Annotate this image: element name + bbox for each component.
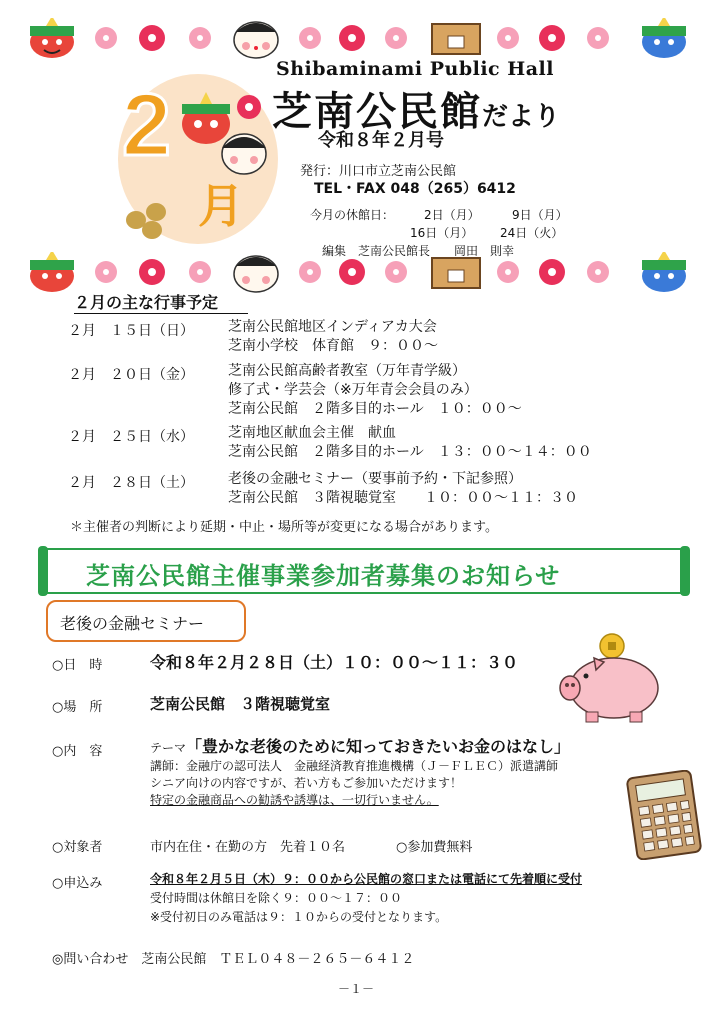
seminar-title-box xyxy=(46,600,246,642)
banner-scroll-right xyxy=(680,546,690,596)
closed-day-3: 16日（月） xyxy=(410,226,474,240)
fee-value: ○参加費無料 xyxy=(396,840,473,855)
page-title-main: 芝南公民館 xyxy=(272,89,482,135)
event-line: 老後の金融セミナー（要事前予約・下記参照） xyxy=(228,471,522,487)
event-line: 芝南地区献血会主催 献血 xyxy=(228,425,396,441)
okame-icon xyxy=(234,22,278,58)
event-line: 芝南公民館 ２階多目的ホール １０：００〜 xyxy=(228,401,522,417)
content-label: ○内 容 xyxy=(52,744,103,759)
event-date: ２月 ２０日（金） xyxy=(68,367,194,383)
target-label: ○対象者 xyxy=(52,840,103,855)
schedule-heading: ２月の主な行事予定 xyxy=(74,290,248,314)
content-line: 特定の金融商品への勧誘や誘導は、一切行いません。 xyxy=(150,793,439,807)
event-details xyxy=(228,318,438,356)
top-decor-border xyxy=(0,18,724,62)
recruitment-banner xyxy=(40,548,688,594)
apply-line: 令和８年２月５日（木）９：００から公民館の窓口または電話にて先着順に受付 xyxy=(150,872,583,886)
content-line: 講師：金融庁の認可法人 金融経済教育推進機構（Ｊ－ＦＬＥＣ）派遣講師 xyxy=(150,759,559,773)
theme-prefix: テーマ xyxy=(150,741,187,755)
event-date: ２月 ２８日（土） xyxy=(68,475,194,491)
place-value: 芝南公民館 ３階視聴覚室 xyxy=(150,695,331,713)
event-details xyxy=(228,424,592,462)
date-label: ○日 時 xyxy=(52,658,103,673)
red-oni-icon xyxy=(30,18,74,58)
event-line: 芝南公民館 ３階視聴覚室 １０：００〜１１：３０ xyxy=(228,490,578,506)
plum-flower-icon xyxy=(234,92,264,122)
editor: 編集 芝南公民館長 岡田 則幸 xyxy=(322,244,515,258)
closed-day-4: 24日（火） xyxy=(500,226,564,240)
page-title-suffix: だより xyxy=(482,102,561,132)
decor-border-svg xyxy=(0,18,724,62)
issue-label: 令和８年２月号 xyxy=(318,130,444,151)
apply-line: ※受付初日のみ電話は９：１０からの受付となります。 xyxy=(150,910,448,924)
calculator-icon xyxy=(626,770,702,860)
beans-icon xyxy=(122,200,182,240)
apply-label: ○申込み xyxy=(52,876,103,891)
apply-lines xyxy=(150,870,582,927)
red-oni-icon xyxy=(30,252,74,292)
event-line: 芝南小学校 体育館 ９：００〜 xyxy=(228,338,438,354)
month-badge xyxy=(118,74,278,244)
content-line: シニア向けの内容ですが、若い方もご参加いただけます！ xyxy=(150,776,463,790)
okame-icon xyxy=(234,256,278,292)
month-badge-number: 2 xyxy=(122,75,171,174)
closed-days-label: 今月の休館日： xyxy=(310,208,395,222)
blue-oni-icon xyxy=(642,18,686,58)
target-value: 市内在住・在勤の方 先着１０名 xyxy=(150,840,346,855)
bean-box-icon xyxy=(432,258,480,288)
theme-line xyxy=(150,734,570,757)
month-badge-kanji: 月 xyxy=(198,179,244,233)
blue-oni-icon xyxy=(642,252,686,292)
closed-day-2: 9日（月） xyxy=(512,208,568,222)
phone: TEL・FAX 048（265）6412 xyxy=(314,181,516,197)
event-line: 芝南公民館 ２階多目的ホール １３：００〜１４：００ xyxy=(228,444,592,460)
banner-text: 芝南公民館主催事業参加者募集のお知らせ xyxy=(86,562,561,590)
seminar-title: 老後の金融セミナー xyxy=(60,614,205,633)
english-title: Shibaminami Public Hall xyxy=(276,58,554,80)
event-line: 修了式・学芸会（※万年青会会員のみ） xyxy=(228,382,478,398)
date-value: 令和８年２月２８日（土）１０：００〜１１：３０ xyxy=(150,653,519,672)
event-details xyxy=(228,470,578,508)
event-date: ２月 ２５日（水） xyxy=(68,429,194,445)
apply-line: 受付時間は休館日を除く９：００〜１７：００ xyxy=(150,891,403,905)
page-number: －１－ xyxy=(338,982,375,996)
schedule-note: ＊主催者の判断により延期・中止・場所等が変更になる場合があります。 xyxy=(70,520,498,535)
closed-day-1: 2日（月） xyxy=(424,208,480,222)
event-line: 芝南公民館地区インディアカ大会 xyxy=(228,319,437,335)
banner-scroll-left xyxy=(38,546,48,596)
event-line: 芝南公民館高齢者教室（万年青学級） xyxy=(228,363,466,379)
publisher: 発行：川口市立芝南公民館 xyxy=(300,164,457,179)
theme-text: 「豊かな老後のために知っておきたいお金のはなし」 xyxy=(186,737,571,756)
event-date: ２月 １５日（日） xyxy=(68,323,194,339)
piggy-bank-icon xyxy=(556,630,666,726)
bean-box-icon xyxy=(432,24,480,54)
content-lines xyxy=(150,758,558,809)
contact-info: ◎問い合わせ 芝南公民館 ＴＥＬ０４８－２６５－６４１２ xyxy=(52,952,415,967)
event-details xyxy=(228,362,522,419)
place-label: ○場 所 xyxy=(52,700,103,715)
